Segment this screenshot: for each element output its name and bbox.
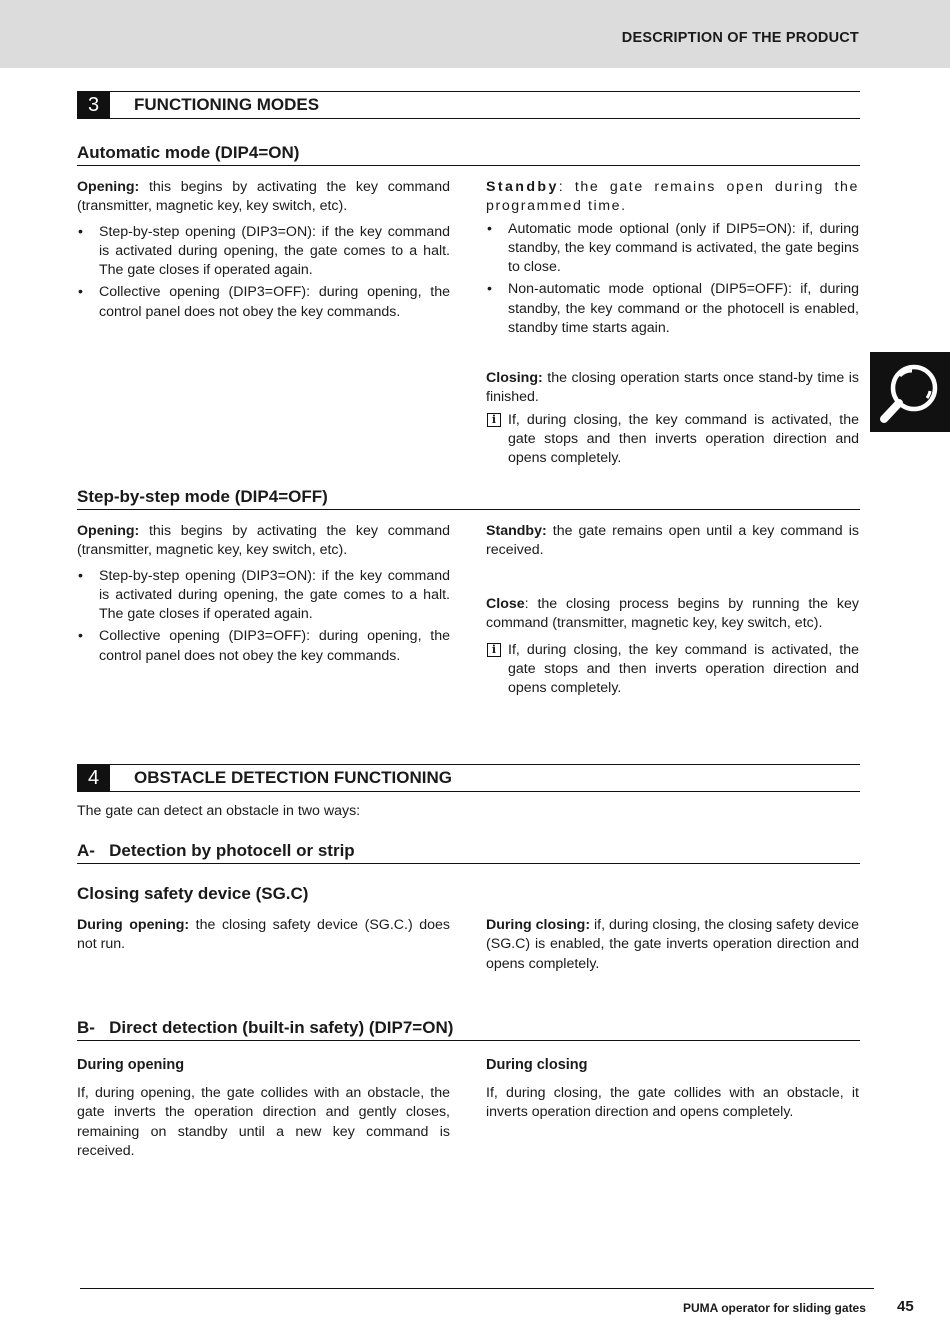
section-intro: The gate can detect an obstacle in two ways: (77, 803, 361, 819)
list-item: • Collective opening (DIP3=OFF): during opening, the control panel does not obey the key commands. (77, 627, 450, 666)
section-3-header (77, 91, 860, 119)
info-icon: i (487, 643, 501, 657)
section-number: 3 (77, 92, 110, 118)
section-title: FUNCTIONING MODES (134, 95, 320, 114)
info-icon: i (487, 413, 501, 427)
step-close-block (486, 595, 859, 698)
header-title: DESCRIPTION OF THE PRODUCT (621, 30, 859, 46)
step-standby-block (486, 522, 859, 561)
footer-product-name: PUMA operator for sliding gates (683, 1301, 866, 1315)
section-title: OBSTACLE DETECTION FUNCTIONING (134, 768, 452, 787)
step-mode-heading: Step-by-step mode (DIP4=OFF) (77, 487, 860, 510)
automatic-mode-heading: Automatic mode (DIP4=ON) (77, 143, 860, 166)
list-item: • Step-by-step opening (DIP3=ON): if the key command is activated during opening, the gate comes to a halt. The gate closes if operated again. (77, 223, 450, 281)
detect-b-closing: If, during closing, the gate collides with an obstacle, it inverts operation direction and opens completely. (486, 1085, 859, 1121)
footer-divider (80, 1288, 874, 1289)
list-item: • Collective opening (DIP3=OFF): during opening, the control panel does not obey the key commands. (77, 283, 450, 322)
during-opening-heading: During opening (77, 1057, 185, 1073)
standby-paragraph: Standby: the gate remains open during the programmed time. (486, 179, 859, 215)
detection-a-heading: A- Detection by photocell or strip (77, 841, 860, 864)
standby-paragraph: Standby: the gate remains open until a key command is received. (486, 523, 859, 559)
auto-left-column (77, 178, 450, 325)
list-item: • Automatic mode optional (only if DIP5=ON): if, during standby, the key command is activated, the gate begins to close. (486, 220, 859, 278)
opening-paragraph: Opening: this begins by activating the key command (transmitter, magnetic key, key switch, etc). (77, 179, 450, 215)
during-closing-heading: During closing (486, 1057, 588, 1073)
magnifier-icon (878, 358, 944, 426)
close-info-note: i If, during closing, the key command is activated, the gate stops and then inverts operation direction and opens completely. (486, 641, 859, 699)
detect-b-opening: If, during opening, the gate collides with an obstacle, the gate inverts the operation direction and gently closes, remaining on standby until a new key command is received. (77, 1085, 450, 1159)
section-tab (870, 352, 950, 432)
close-paragraph: Close: the closing process begins by running the key command (transmitter, magnetic key, key switch, etc). (486, 596, 859, 632)
closing-safety-heading: Closing safety device (SG.C) (77, 884, 309, 903)
closing-paragraph: Closing: the closing operation starts once stand-by time is finished. (486, 370, 859, 406)
detect-a-opening: During opening: the closing safety device (SG.C.) does not run. (77, 917, 450, 953)
detection-b-heading: B- Direct detection (built-in safety) (DIP7=ON) (77, 1018, 860, 1041)
auto-closing-block (486, 369, 859, 468)
step-left-column (77, 522, 450, 669)
opening-bullets (77, 567, 450, 666)
section-4-header (77, 764, 860, 792)
auto-right-column (486, 178, 859, 341)
closing-info-note: i If, during closing, the key command is activated, the gate stops and then inverts operation direction and opens completely. (486, 411, 859, 469)
list-item: • Non-automatic mode optional (DIP5=OFF): if, during standby, the key command or the photocell is enabled, standby time starts again. (486, 280, 859, 338)
opening-bullets (77, 223, 450, 322)
section-number: 4 (77, 765, 110, 791)
page-number: 45 (897, 1298, 914, 1315)
list-item: • Step-by-step opening (DIP3=ON): if the key command is activated during opening, the gate comes to a halt. The gate closes if operated again. (77, 567, 450, 625)
detect-a-closing: During closing: if, during closing, the closing safety device (SG.C) is enabled, the gate inverts operation direction and opens completely. (486, 917, 859, 972)
opening-paragraph: Opening: this begins by activating the key command (transmitter, magnetic key, key switch, etc). (77, 523, 450, 559)
standby-bullets (486, 220, 859, 339)
